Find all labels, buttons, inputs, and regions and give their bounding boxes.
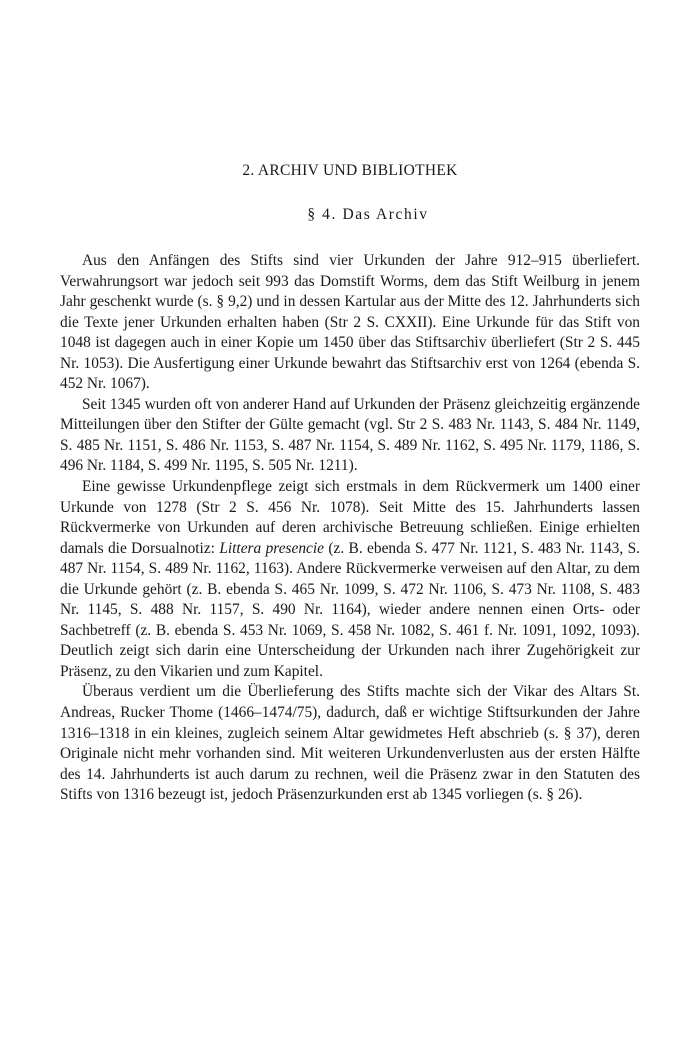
paragraph-3-text-after: (z. B. ebenda S. 477 Nr. 1121, S. 483 Nr. 1143, S. 487 Nr. 1154, S. 489 Nr. 1162, 1163). Andere Rückvermerke verweisen auf den Altar, zu dem die Urkunde gehört (z. B. ebenda S. 465 Nr. 1099, S. 472 Nr. 1106, S. 473 Nr. 1108, S. 483 Nr. 1145, S. 488 Nr. 1157, S. 490 Nr. 1164), wieder andere nennen einen Orts- oder Sachbetreff (z. B. ebenda S. 453 Nr. 1069, S. 458 Nr. 1082, S. 461 f. Nr. 1091, 1092, 1093). Deutlich zeigt sich darin eine Unterscheidung der Urkunden nach ihrer Zugehörigkeit zur Präsenz, zu den Vikarien und zum Kapitel. [60, 539, 641, 680]
paragraph-2: Seit 1345 wurden oft von anderer Hand auf Urkunden der Präsenz gleichzeitig ergänzende Mitteilungen über den Stifter der Gülte gemacht (vgl. Str 2 S. 483 Nr. 1143, S. 484 Nr. 1149, S. 485 Nr. 1151, S. 486 Nr. 1153, S. 487 Nr. 1154, S. 489 Nr. 1162, S. 495 Nr. 1179, 1186, S. 496 Nr. 1184, S. 499 Nr. 1195, S. 505 Nr. 1211). [60, 395, 640, 475]
paragraph-3 [60, 477, 640, 682]
section-title: § 4. Das Archiv [307, 206, 429, 223]
chapter-title: 2. ARCHIV UND BIBLIOTHEK [242, 162, 458, 179]
body-text [60, 251, 640, 806]
paragraph-1: Aus den Anfängen des Stifts sind vier Urkunden der Jahre 912–915 überliefert. Verwahrungsort war jedoch seit 993 das Domstift Worms, dem das Stift Weilburg in jenem Jahr geschenkt wurde (s. § 9,2) und in dessen Kartular aus der Mitte des 12. Jahrhunderts sich die Texte jener Urkunden erhalten haben (Str 2 S. CXXII). Eine Urkunde für das Stift von 1048 ist dagegen auch in einer Kopie um 1450 über das Stiftsarchiv überliefert (Str 2 S. 445 Nr. 1053). Die Ausfertigung einer Urkunde bewahrt das Stiftsarchiv erst von 1264 (ebenda S. 452 Nr. 1067). [60, 252, 640, 393]
paragraph-3-italic-term: Littera presencie [219, 539, 324, 557]
paragraph-3-text-before: Eine gewisse Urkundenpflege zeigt sich erstmals in dem Rückvermerk um 1400 einer Urkunde von 1278 (Str 2 S. 456 Nr. 1078). Seit Mitte des 15. Jahrhunderts lassen Rückvermerke von Urkunden auf deren archivische Betreuung schließen. Einige erhielten damals die Dorsualnotiz: [60, 478, 640, 557]
paragraph-4: Überaus verdient um die Überlieferung des Stifts machte sich der Vikar des Altars St. Andreas, Rucker Thome (1466–1474/75), dadurch, daß er wichtige Stiftsurkunden der Jahre 1316–1318 in ein kleines, zugleich seinem Altar gewidmetes Heft abschrieb (s. § 37), deren Originale nicht mehr vorhanden sind. Mit weiteren Urkundenverlusten aus der ersten Hälfte des 14. Jahrhunderts ist auch darum zu rechnen, weil die Präsenz zwar in den Statuten des Stifts von 1316 bezeugt ist, jedoch Präsenzurkunden erst ab 1345 vorliegen (s. § 26). [60, 683, 640, 804]
